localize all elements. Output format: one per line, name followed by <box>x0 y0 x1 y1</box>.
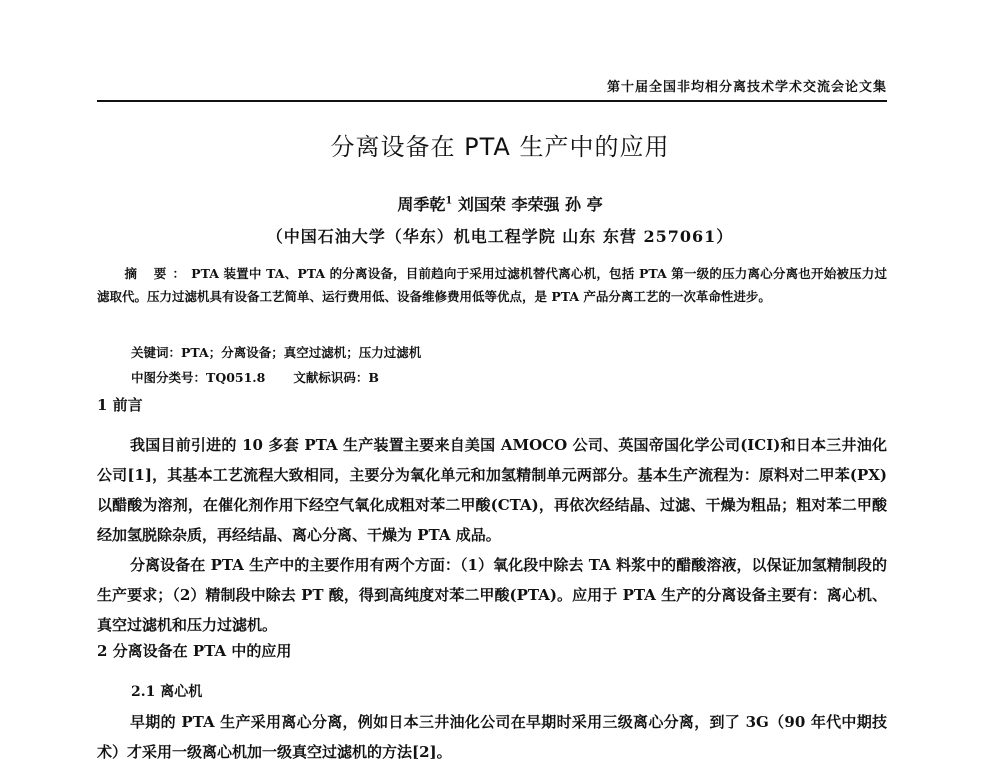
introduction-paragraph-2: 分离设备在 PTA 生产中的主要作用有两个方面：（1）氧化段中除去 TA 料浆中的醋酸溶液，以保证加氢精制段的生产要求；（2）精制段中除去 PT 酸，得到高纯度对苯二甲酸(PTA)。应用于 PTA 生产的分离设备主要有：离心机、真空过滤机和压力过滤机。 <box>97 556 887 634</box>
section-heading-applications: 2 分离设备在 PTA 中的应用 <box>97 642 292 660</box>
running-header-rule <box>97 70 887 102</box>
doc-code-label: 文献标识码： <box>293 370 369 385</box>
paper-title: 分离设备在 PTA 生产中的应用 <box>330 133 670 161</box>
subsection-heading-centrifuge: 2.1 离心机 <box>131 684 203 700</box>
abstract-label: 摘 要： <box>124 266 192 281</box>
abstract <box>97 262 887 308</box>
author-mark: 1 <box>445 195 453 207</box>
section-heading-introduction: 1 前言 <box>97 396 143 414</box>
affiliation: （中国石油大学（华东）机电工程学院 山东 东营 257061） <box>266 227 734 246</box>
keywords-label: 关键词： <box>131 345 182 360</box>
keywords <box>131 343 421 361</box>
running-header: 第十届全国非均相分离技术学术交流会论文集 <box>606 80 887 95</box>
doc-code-value: B <box>368 370 379 385</box>
abstract-text: PTA 装置中 TA、PTA 的分离设备，目前趋向于采用过滤机替代离心机，包括 PTA 第一级的压力离心分离也开始被压力过滤取代。压力过滤机具有设备工艺简单、运行费用低、设备维修费用低等优点，是 PTA 产品分离工艺的一次革命性进步。 <box>97 266 887 304</box>
author-list <box>0 192 1000 215</box>
other-authors: 刘国荣 李荣强 孙 亭 <box>452 195 603 214</box>
clc-label: 中图分类号： <box>131 370 207 385</box>
introduction-paragraph-1: 我国目前引进的 10 多套 PTA 生产装置主要来自美国 AMOCO 公司、英国帝国化学公司(ICI)和日本三井油化公司[1]，其基本工艺流程大致相同，主要分为氧化单元和加氢精制单元两部分。基本生产流程为：原料对二甲苯(PX)以醋酸为溶剂，在催化剂作用下经空气氧化成粗对苯二甲酸(CTA)，再依次经结晶、过滤、干燥为粗品；粗对苯二甲酸经加氢脱除杂质，再经结晶、离心分离、干燥为 PTA 成品。 <box>97 436 887 544</box>
keywords-text: PTA；分离设备；真空过滤机；压力过滤机 <box>181 345 422 360</box>
centrifuge-paragraph: 早期的 PTA 生产采用离心分离，例如日本三井油化公司在早期时采用三级离心分离，到了 3G（90 年代中期技术）才采用一级离心机加一级真空过滤机的方法[2]。 <box>97 713 887 761</box>
classification <box>131 368 379 386</box>
clc-value: TQ051.8 <box>206 370 266 385</box>
first-author: 周季乾 <box>397 195 446 214</box>
